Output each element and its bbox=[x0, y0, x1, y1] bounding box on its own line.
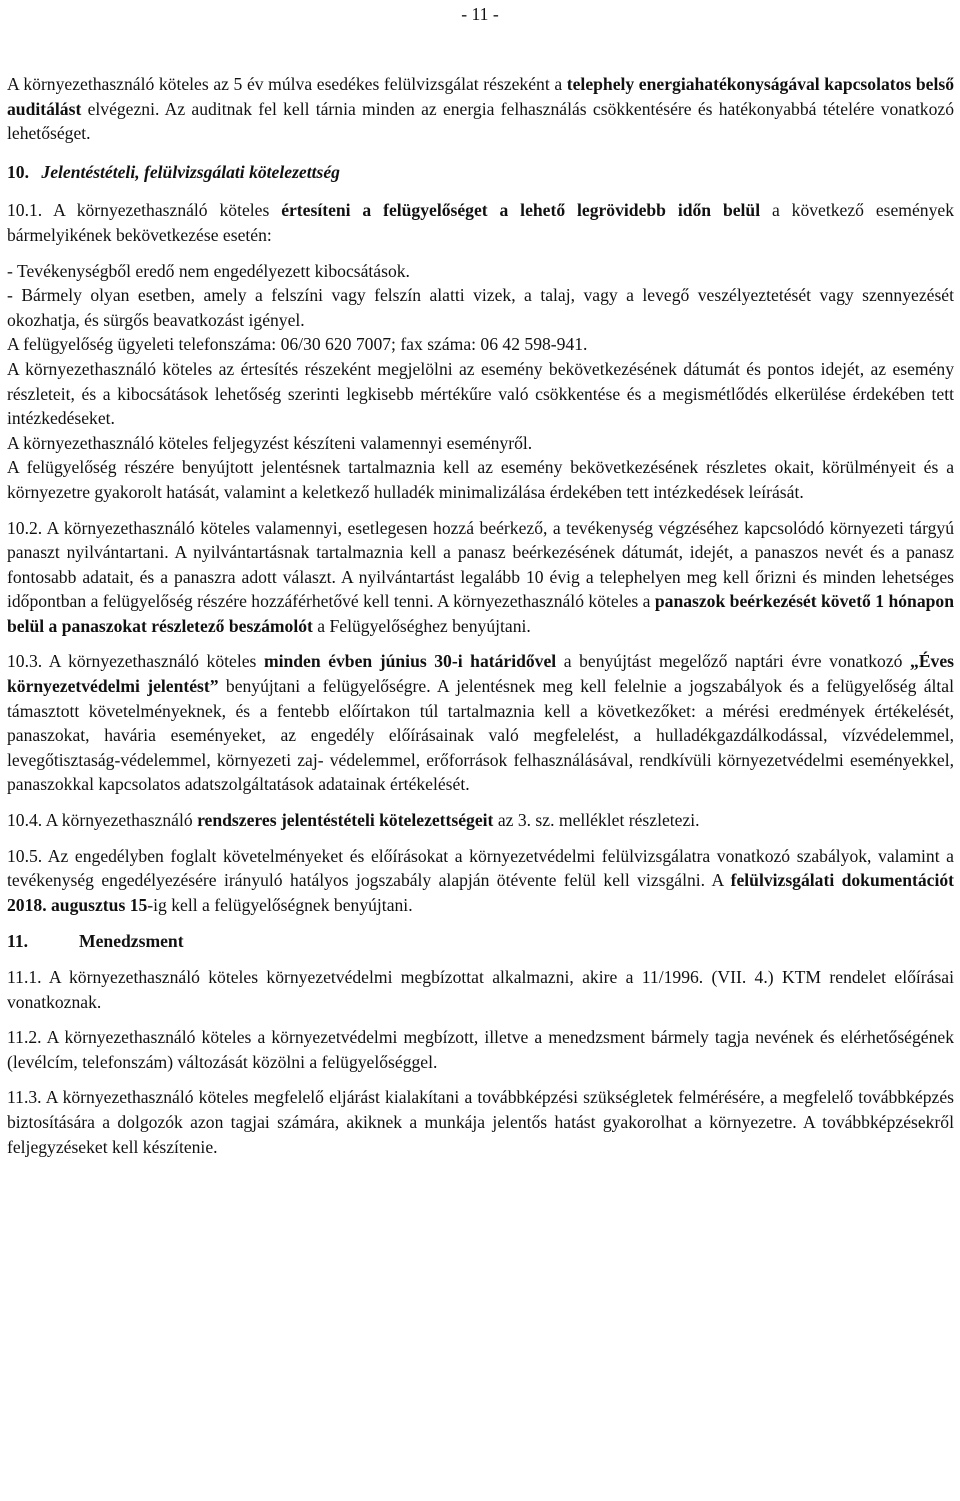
clause-10-1-emphasis: értesíteni a felügyelőséget a lehető legrövidebb időn belül bbox=[281, 200, 761, 221]
clause-10-5 bbox=[7, 844, 954, 918]
clause-10-2-text-end: a Felügyelőséghez benyújtani. bbox=[312, 615, 531, 636]
clause-10-3 bbox=[7, 649, 954, 797]
clause-10-4 bbox=[7, 808, 954, 833]
section-10-number: 10. bbox=[7, 161, 29, 182]
clause-10-3-emphasis-report: „Éves környezetvédelmi jelentést” bbox=[7, 651, 954, 697]
clause-11-3: 11.3. A környezethasználó köteles megfelelő eljárást kialakítani a továbbképzési szükségletek felmérésére, a megfelelő továbbképzés biztosítására a dolgozók azon tagjai számára, akiknek a munkája jelentős hatást gyakorolhat a környezetre. A továbbképzésekről feljegyzéseket kell készítenie. bbox=[7, 1087, 954, 1157]
clause-10-3-text-mid: a benyújtást megelőző naptári évre vonatkozó bbox=[556, 651, 911, 672]
clause-10-3-text: 10.3. A környezethasználó köteles bbox=[7, 651, 264, 672]
clause-10-1-phone: A felügyelőség ügyeleti telefonszáma: 06/30 620 7007; fax száma: 06 42 598-941. bbox=[7, 334, 588, 355]
clause-10-1-paragraph-3: A környezethasználó köteles feljegyzést készíteni valamennyi eseményről. bbox=[7, 432, 533, 453]
document-body bbox=[7, 72, 954, 1159]
clause-10-4-text-end: az 3. sz. melléklet részletezi. bbox=[493, 810, 700, 831]
clause-10-5-text-end: -ig kell a felügyelőségnek benyújtani. bbox=[147, 894, 413, 915]
clause-10-2-emphasis: panaszok beérkezését követő 1 hónapon belül a panaszokat részletező beszámolót bbox=[7, 591, 954, 636]
intro-emphasis: telephely energiahatékonyságával kapcsolatos belső auditálást bbox=[7, 74, 954, 119]
clause-10-4-text: 10.4. A környezethasználó bbox=[7, 810, 198, 831]
clause-10-3-text-end: benyújtani a felügyelőségre. A jelentésnek meg kell felelnie a jogszabályok és a felügyelőség által támasztott követelményeknek, és a fentebb előírtakon túl tartalmaznia kell a következőket: a mérési eredmények értékelését, panaszokat, havária eseményeket, az engedély előírásainak való megfelelést, a hulladékgazdálkodással, vízvédelemmel, levegőtisztaság-védelemmel, környezeti zaj- védelemmel, erőforrások felhasználásával, rendkívüli környezetvédelmi eseményekkel, panaszokkal kapcsolatos adatszolgáltatások adatainak értékelését. bbox=[7, 676, 955, 795]
clause-10-5-text: 10.5. Az engedélyben foglalt követelményeket és előírásokat a környezetvédelmi felülvizsgálatra vonatkozó szabályok, valamint a tevékenység engedélyezésére irányuló hatályos jogszabály alapján ötévente felül kell vizsgálni. A bbox=[7, 845, 954, 891]
clause-11-2: 11.2. A környezethasználó köteles a környezetvédelmi megbízott, illetve a menedzsment bármely tagja nevének és elérhetőségének (levélcím, telefonszám) változását közölni a felügyelőséggel. bbox=[7, 1027, 954, 1072]
page-number: - 11 - bbox=[461, 4, 499, 24]
section-11-heading bbox=[7, 929, 954, 954]
clause-10-1-bullet-1: - Tevékenységből eredő nem engedélyezett kibocsátások. bbox=[7, 260, 410, 281]
intro-paragraph bbox=[7, 72, 954, 146]
section-10-heading bbox=[7, 160, 954, 185]
clause-10-1-text-end: a következő események bármelyikének bekövetkezése esetén: bbox=[7, 200, 954, 245]
clause-10-4-emphasis: rendszeres jelentéstételi kötelezettségeit bbox=[197, 810, 494, 831]
clause-10-1-text: 10.1. A környezethasználó köteles bbox=[7, 200, 282, 221]
section-11-number: 11. bbox=[7, 931, 29, 952]
section-10-title: Jelentéstételi, felülvizsgálati kötelezettség bbox=[41, 161, 340, 182]
intro-text-end: elvégezni. Az auditnak fel kell tárnia minden az energia felhasználás csökkentésére és hatékonyabbá tételére vonatkozó lehetőséget. bbox=[7, 98, 954, 144]
intro-text: A környezethasználó köteles az 5 év múlva esedékes felülvizsgálat részeként a bbox=[7, 74, 567, 94]
section-11-title: Menedzsment bbox=[79, 931, 184, 952]
clause-10-2 bbox=[7, 516, 954, 639]
clause-10-1 bbox=[7, 198, 954, 247]
clause-10-3-emphasis-deadline: minden évben június 30-i határidővel bbox=[263, 651, 557, 672]
clause-10-5-emphasis: felülvizsgálati dokumentációt 2018. augusztus 15 bbox=[7, 870, 954, 915]
clause-10-1-paragraph-4: A felügyelőség részére benyújtott jelentésnek tartalmaznia kell az esemény bekövetkezésének részletes okait, körülményeit és a környezetre gyakorolt hatását, valamint a keletkező hulladék minimalizálása érdekében tett intézkedések leírását. bbox=[7, 457, 954, 502]
clause-10-1-paragraph-2: A környezethasználó köteles az értesítés részeként megjelölni az esemény bekövetkezésének dátumát és pontos idejét, az esemény részleteit, és a kibocsátások lehetőség szerinti legkisebb mértékűre való csökkentése és a megismétlődés elkerülése érdekében tett intézkedéseket. bbox=[7, 358, 954, 429]
clause-10-1-bullet-2: - Bármely olyan esetben, amely a felszíni vagy felszín alatti vizek, a talaj, vagy a levegő veszélyeztetését vagy szennyezését okozhatja, és sürgős beavatkozást igényel. bbox=[7, 285, 954, 330]
clause-11-1: 11.1. A környezethasználó köteles környezetvédelmi megbízottat alkalmazni, akire a 11/1996. (VII. 4.) KTM rendelet előírásai vonatkoznak. bbox=[7, 967, 954, 1012]
clause-10-2-text: 10.2. A környezethasználó köteles valamennyi, esetlegesen hozzá beérkező, a tevékenység végzéséhez kapcsolódó környezeti tárgyú panaszt nyilvántartani. A nyilvántartásnak tartalmaznia kell a panasz beérkezésének dátumát, idejét, a panaszos nevét és a panasz fontosabb adatait, és a panaszra adott választ. A nyilvántartást legalább 10 évig a telephelyen meg kell őrizni és minden lehetséges időpontban a felügyelőség részére hozzáférhetővé kell tenni. A környezethasználó köteles a bbox=[7, 517, 954, 612]
